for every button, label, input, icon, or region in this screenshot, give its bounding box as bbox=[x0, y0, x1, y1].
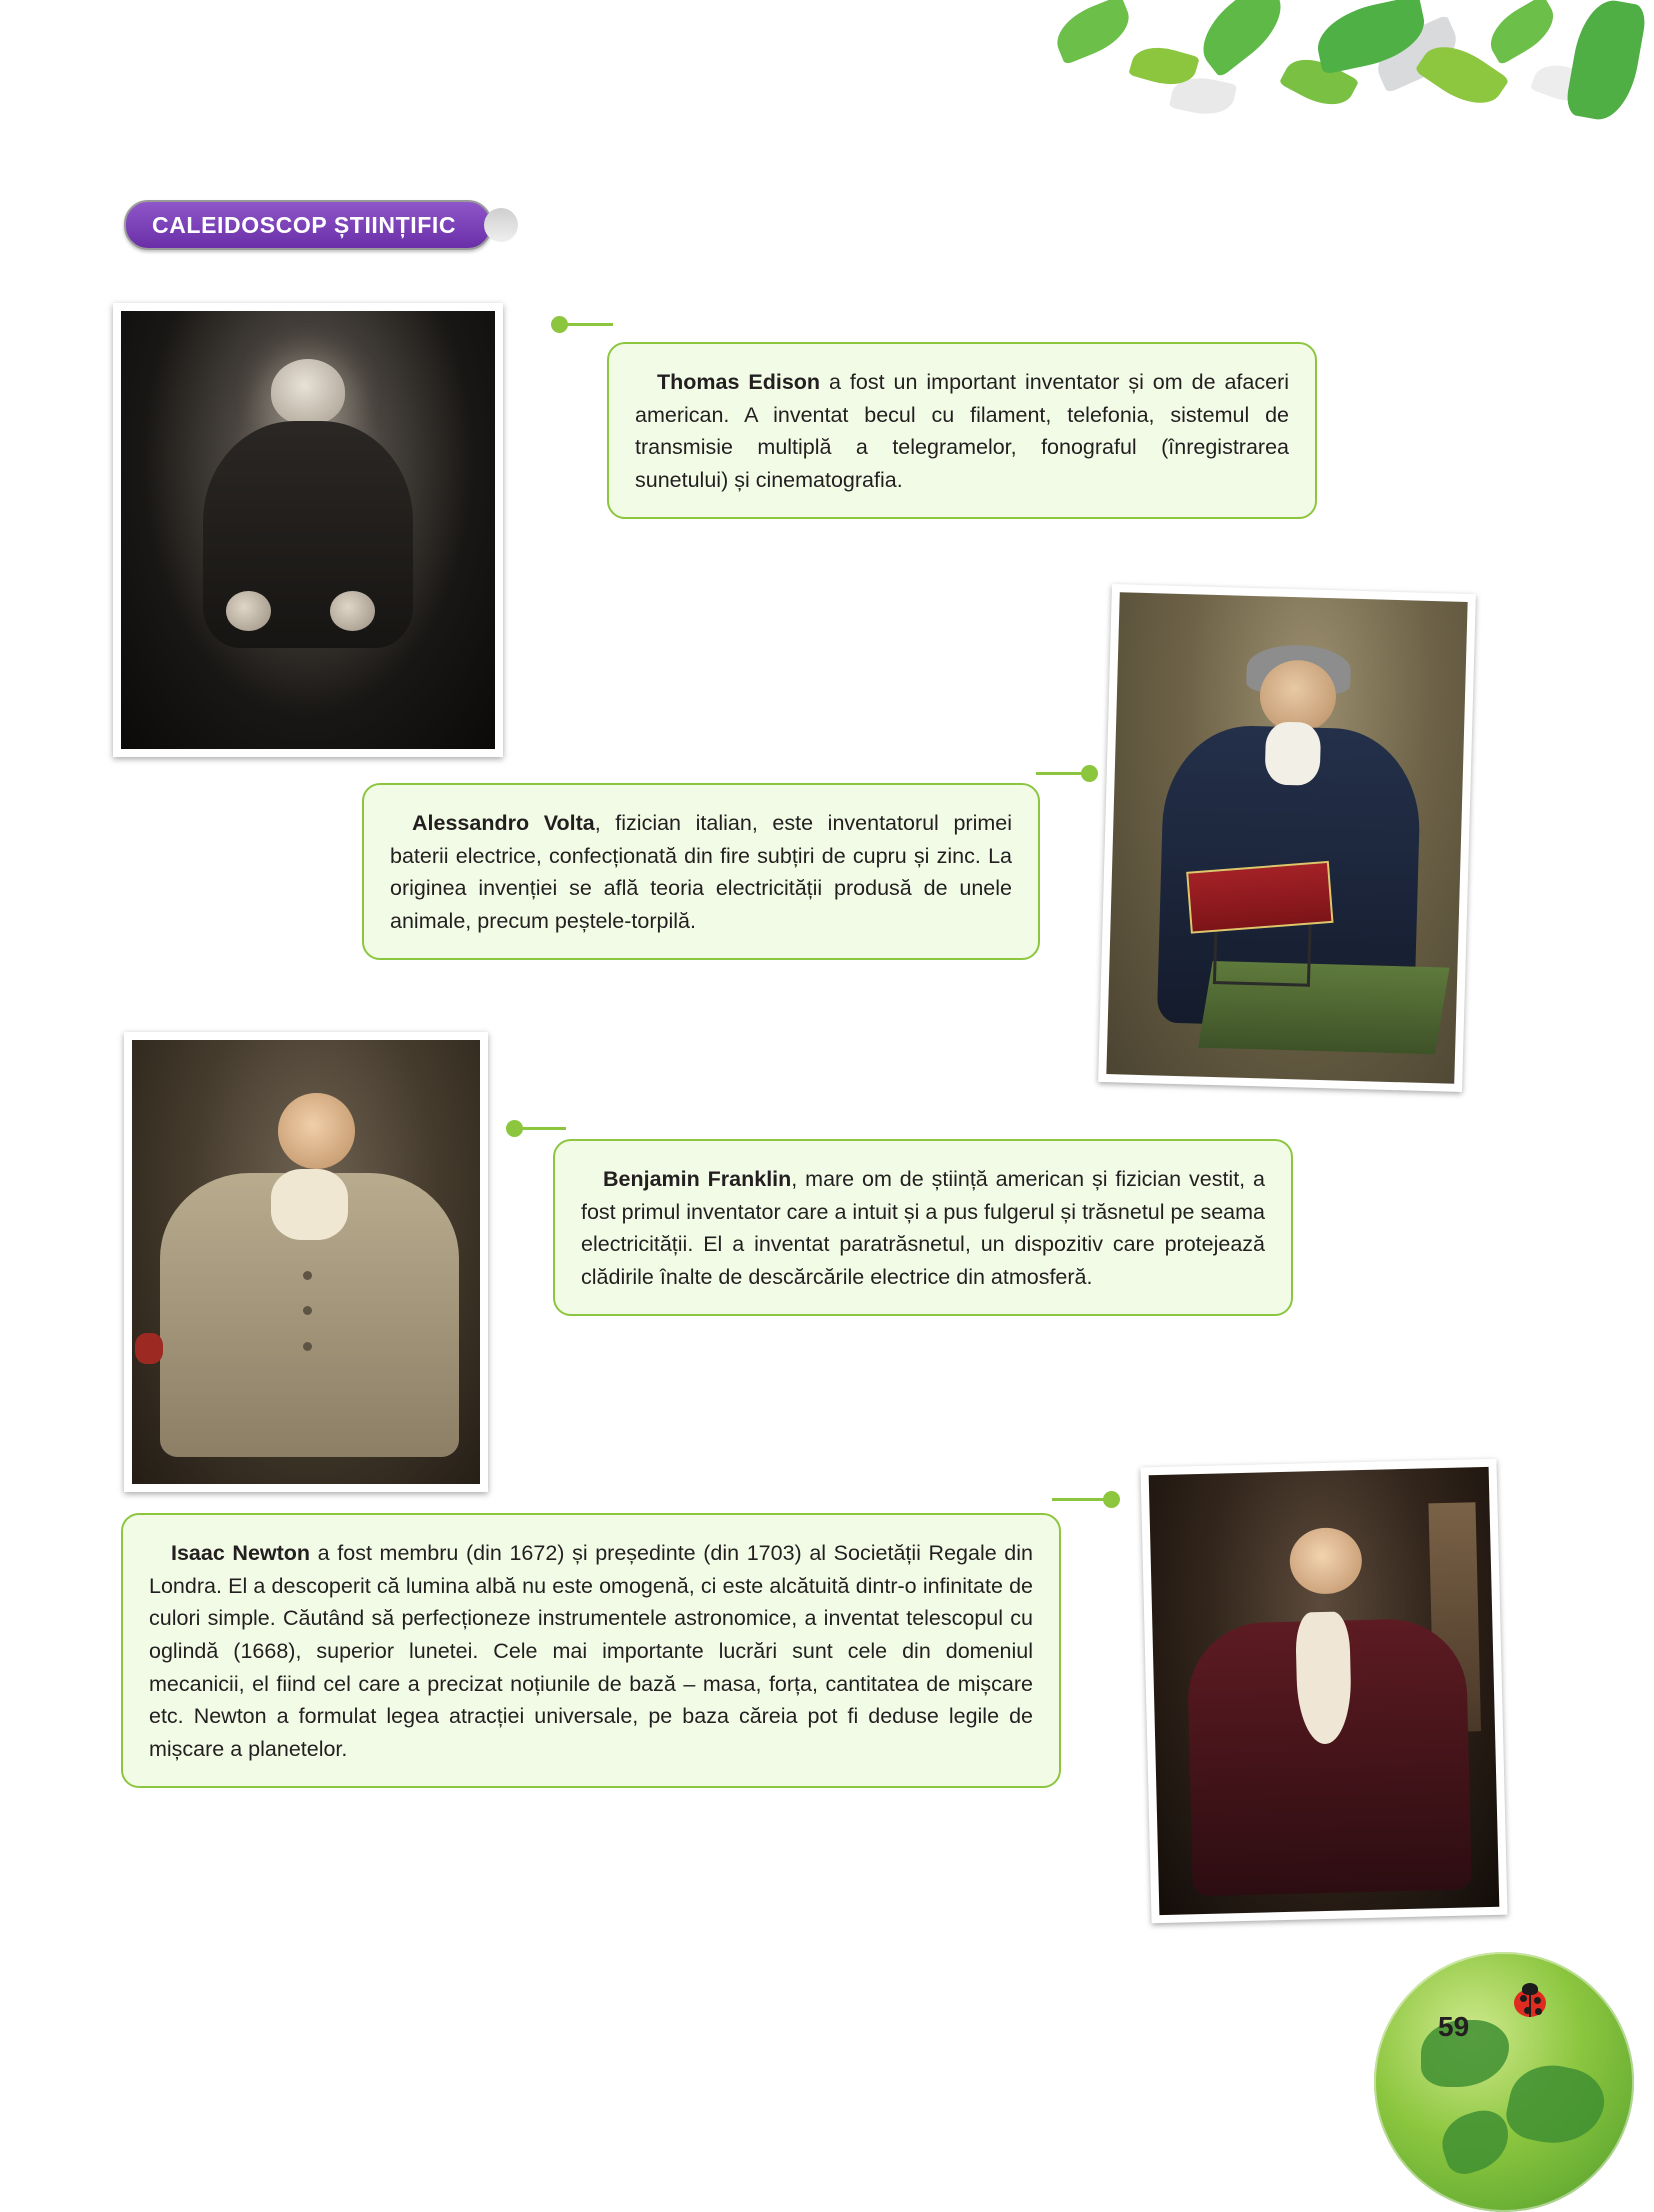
ladybug-spot bbox=[1524, 2007, 1531, 2014]
leaf-icon bbox=[1311, 0, 1431, 75]
leaf-icon bbox=[1169, 72, 1237, 120]
page-number: 59 bbox=[1438, 2011, 1470, 2042]
globe-graphic bbox=[1374, 1952, 1634, 2212]
ladybug-spot bbox=[1534, 1997, 1541, 2004]
person-name-volta: Alessandro Volta bbox=[412, 811, 595, 835]
callout-edison bbox=[607, 342, 1317, 519]
person-name-franklin: Benjamin Franklin bbox=[603, 1167, 792, 1191]
leaf-icon bbox=[1414, 32, 1509, 117]
portrait-volta-image bbox=[1106, 592, 1467, 1084]
callout-volta bbox=[362, 783, 1040, 960]
ladybug-spot bbox=[1535, 2008, 1542, 2015]
connector-dot bbox=[551, 316, 568, 333]
ladybug-spot bbox=[1520, 1995, 1527, 2002]
person-name-edison: Thomas Edison bbox=[657, 370, 821, 394]
portrait-newton-image bbox=[1149, 1467, 1500, 1915]
portrait-detail bbox=[330, 591, 375, 630]
connector-newton bbox=[1052, 1498, 1118, 1501]
globe-outline bbox=[1374, 1952, 1634, 2212]
portrait-newton bbox=[1140, 1459, 1507, 1924]
portrait-detail bbox=[278, 1093, 355, 1168]
person-text-volta: , fizician italian, este inventatorul primei baterii electrice, confecționată din fire subțiri de cupru și zinc. La originea invenției se află teoria electricității produsă de unele animale, precum peștele-torpilă. bbox=[390, 811, 1012, 934]
person-text-newton: a fost membru (din 1672) și președinte (din 1703) al Societății Regale din Londra. El a descoperit că lumina albă nu este omogenă, ci este alcătuită dintr-o infinitate de culori simple. Căutând să perfecționeze instrumentele astronomice, a inventat telescopul cu oglindă (1668), superior lunetei. Cele mai importante lucrări sunt cele din domeniul mecanicii, el fiind cel care a precizat noțiunile de bază – masa, forța, cantitatea de mișcare etc. Newton a formulat legea atracției universale, pe baza căreia pot fi deduse legile de mișcare a planetelor. bbox=[149, 1541, 1033, 1762]
portrait-detail bbox=[271, 359, 346, 425]
person-text-edison: a fost un important inventator și om de afaceri american. A inventat becul cu filament, telefonia, sistemul de transmisie multiplă a telegramelor, fonograful (înregistrarea sunetului) și cinematografia. bbox=[635, 370, 1290, 493]
connector-volta bbox=[1036, 772, 1096, 775]
portrait-detail bbox=[226, 591, 271, 630]
connector-franklin bbox=[508, 1127, 566, 1130]
leaf-icon bbox=[1128, 40, 1199, 92]
callout-newton bbox=[121, 1513, 1061, 1788]
portrait-franklin-image bbox=[132, 1040, 480, 1484]
portrait-volta bbox=[1098, 584, 1476, 1092]
portrait-franklin bbox=[124, 1032, 488, 1492]
person-name-newton: Isaac Newton bbox=[171, 1541, 311, 1565]
portrait-detail bbox=[1186, 861, 1334, 934]
leaf-icon bbox=[1279, 48, 1360, 116]
ladybug-icon bbox=[1508, 1983, 1552, 2019]
ladybug-head bbox=[1522, 1983, 1538, 1995]
portrait-detail bbox=[303, 1342, 312, 1351]
portrait-detail bbox=[1264, 722, 1321, 786]
section-title-badge bbox=[124, 200, 492, 250]
leaf-icon bbox=[1530, 57, 1596, 109]
leaf-icon bbox=[1188, 0, 1296, 78]
connector-dot bbox=[506, 1120, 523, 1137]
portrait-detail bbox=[271, 1169, 348, 1240]
connector-dot bbox=[1081, 765, 1098, 782]
leaf-icon bbox=[1481, 0, 1563, 65]
leaf-icon bbox=[1049, 0, 1138, 65]
section-title-label: CALEIDOSCOP ȘTIINȚIFIC bbox=[152, 211, 457, 238]
decorative-leaves bbox=[1034, 0, 1654, 190]
portrait-edison bbox=[113, 303, 503, 757]
portrait-detail bbox=[135, 1333, 163, 1364]
callout-franklin bbox=[553, 1139, 1293, 1316]
connector-edison bbox=[553, 323, 613, 326]
portrait-detail bbox=[303, 1271, 312, 1280]
portrait-edison-image bbox=[121, 311, 495, 749]
person-text-franklin: , mare om de știință american și fizician vestit, a fost primul inventator care a intuit și a pus fulgerul și trăsnetul pe seama electricității. El a inventat paratrăsnetul, un dispozitiv care protejează clădirile înalte de descărcările electrice din atmosferă. bbox=[581, 1167, 1265, 1290]
portrait-detail bbox=[1289, 1527, 1362, 1595]
connector-dot bbox=[1103, 1491, 1120, 1508]
leaf-icon bbox=[1564, 0, 1648, 125]
portrait-detail bbox=[303, 1306, 312, 1315]
leaf-icon bbox=[1368, 15, 1466, 94]
